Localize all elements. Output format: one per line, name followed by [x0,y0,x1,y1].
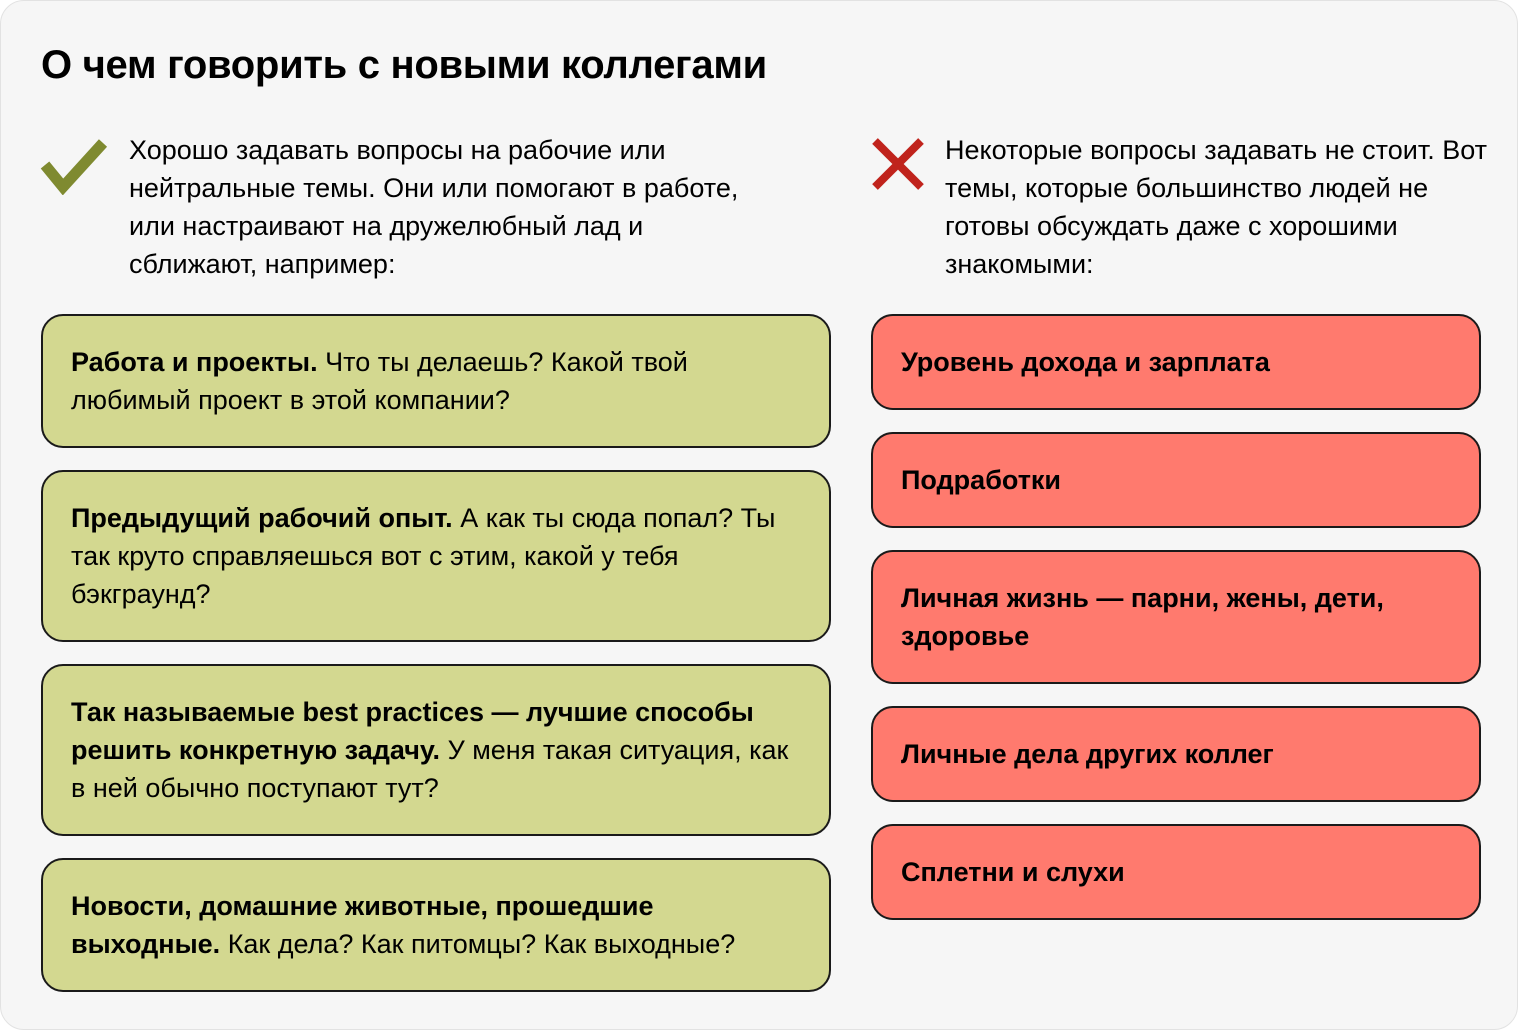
bad-topic-card [871,314,1481,410]
good-topic-text [71,693,801,807]
good-topic-heading: Новости, домашние животные, прошедшие выходные. [71,891,654,959]
good-topic-example: А как ты сюда попал? Ты так круто справляешься вот с этим, какой у тебя бэкграунд? [71,503,776,609]
good-topic-card [41,858,831,992]
good-topic-example: У меня такая ситуация, как в ней обычно поступают тут? [71,735,789,803]
good-topic-text [71,343,801,419]
bad-topic-card [871,550,1481,684]
bad-topic-card [871,432,1481,528]
bad-topic-label: Личные дела других коллег [901,739,1274,769]
cross-icon [869,135,927,193]
good-topic-heading: Так называемые best practices — лучшие способы решить конкретную задачу. [71,697,754,765]
good-topic-heading: Предыдущий рабочий опыт. [71,503,453,533]
good-topic-text [71,887,801,963]
good-topic-example: Что ты делаешь? Какой твой любимый проект в этой компании? [71,347,688,415]
good-topic-heading: Работа и проекты. [71,347,318,377]
bad-topic-card [871,824,1481,920]
bad-topic-label: Уровень дохода и зарплата [901,347,1270,377]
good-topic-text [71,499,801,613]
bad-intro-text: Некоторые вопросы задавать не стоит. Вот темы, которые большинство людей не готовы обсуждать даже с хорошими знакомыми: [945,135,1488,279]
check-icon [39,137,109,195]
good-topic-card [41,664,831,836]
bad-topic-label: Сплетни и слухи [901,857,1125,887]
good-topic-example: Как дела? Как питомцы? Как выходные? [227,929,736,959]
page-title: О чем говорить с новыми коллегами [41,43,767,87]
good-topic-card [41,470,831,642]
good-topic-card [41,314,831,448]
bad-topic-label: Подработки [901,465,1062,495]
bad-topic-card [871,706,1481,802]
bad-topic-label: Личная жизнь — парни, жены, дети, здоровье [901,583,1384,651]
good-intro-text: Хорошо задавать вопросы на рабочие или нейтральные темы. Они или помогают в работе, или настраивают на дружелюбный лад и сближают, например: [129,135,739,279]
